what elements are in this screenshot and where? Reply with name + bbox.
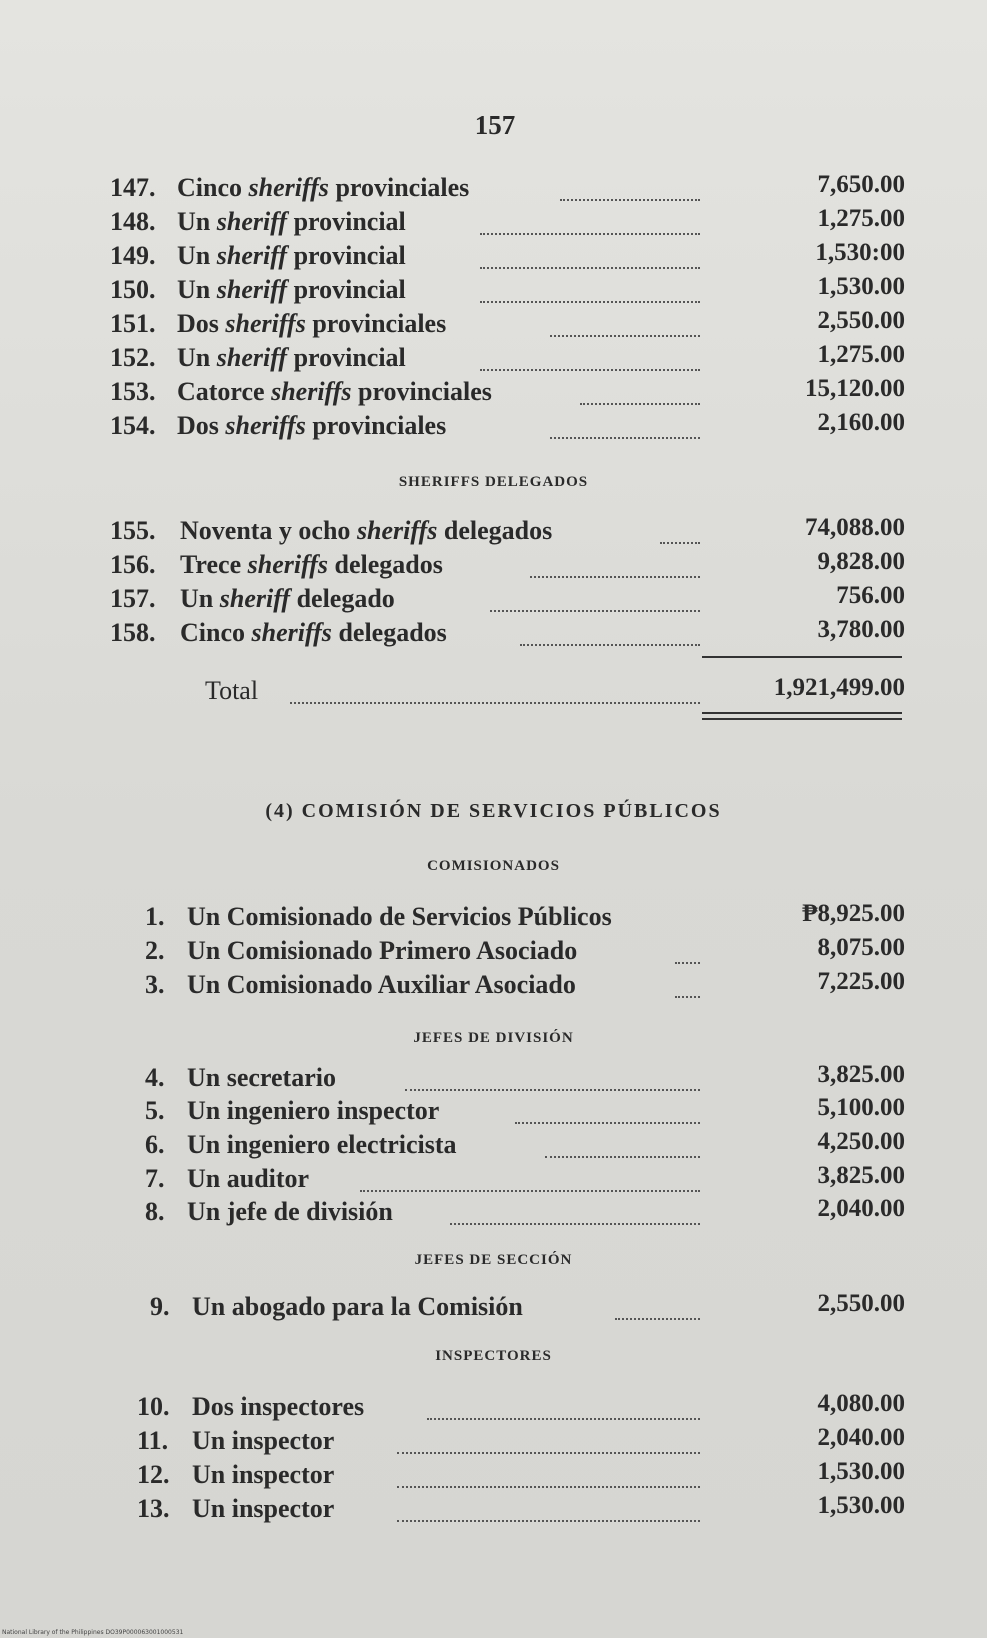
line-item (137, 1494, 905, 1528)
item-number: 10. (137, 1392, 170, 1421)
dot-leader (397, 1520, 700, 1522)
item-amount: 7,650.00 (817, 171, 905, 198)
item-description: Un inspector (192, 1494, 335, 1523)
item-amount: 2,550.00 (817, 307, 905, 334)
item-amount: ₱8,925.00 (802, 900, 905, 927)
item-number: 1. (145, 902, 165, 931)
item-amount: 1,530:00 (815, 239, 905, 266)
total-double-rule-top (702, 712, 902, 714)
item-number: 11. (137, 1426, 169, 1455)
item-description: Trece sheriffs delegados (180, 550, 443, 579)
total-double-rule-bottom (702, 718, 902, 720)
item-amount: 2,040.00 (817, 1424, 905, 1451)
line-item (110, 516, 905, 550)
dot-leader (660, 542, 700, 544)
item-number: 154. (110, 411, 156, 440)
line-item (110, 275, 905, 309)
line-item (110, 584, 905, 618)
dot-leader (675, 962, 700, 964)
item-description: Un auditor (187, 1164, 310, 1193)
item-number: 148. (110, 207, 156, 236)
item-amount: 1,530.00 (817, 1458, 905, 1485)
archive-footer: National Library of the Philippines DO39P000063001000531 (2, 1629, 184, 1636)
item-number: 2. (145, 936, 165, 965)
item-number: 158. (110, 618, 156, 647)
item-description: Un sheriff provincial (177, 275, 406, 304)
line-item (110, 309, 905, 343)
item-description: Dos sheriffs provinciales (177, 411, 447, 440)
heading-jefes-division: JEFES DE DIVISIÓN (413, 1030, 574, 1046)
line-item (150, 1292, 905, 1326)
item-description: Catorce sheriffs provinciales (177, 377, 492, 406)
item-number: 13. (137, 1494, 170, 1523)
item-description: Un abogado para la Comisión (192, 1292, 523, 1321)
item-number: 4. (145, 1063, 165, 1092)
item-description: Noventa y ocho sheriffs delegados (180, 516, 553, 545)
item-amount: 4,250.00 (817, 1128, 905, 1155)
item-amount: 3,825.00 (817, 1162, 905, 1189)
item-number: 5. (145, 1096, 165, 1125)
item-description: Dos sheriffs provinciales (177, 309, 447, 338)
item-description: Un jefe de división (187, 1197, 393, 1226)
line-item (137, 1460, 905, 1494)
item-amount: 2,550.00 (817, 1290, 905, 1317)
item-amount: 756.00 (836, 582, 905, 609)
item-description: Un ingeniero inspector (187, 1096, 440, 1125)
item-number: 9. (150, 1292, 170, 1321)
item-description: Cinco sheriffs provinciales (177, 173, 470, 202)
dot-leader (530, 576, 700, 578)
subtotal-rule (702, 656, 902, 658)
item-amount: 8,075.00 (817, 934, 905, 961)
item-number: 3. (145, 970, 165, 999)
item-amount: 5,100.00 (817, 1094, 905, 1121)
dot-leader (545, 1156, 700, 1158)
item-amount: 15,120.00 (805, 375, 905, 402)
line-item (110, 343, 905, 377)
item-amount: 74,088.00 (805, 514, 905, 541)
heading-inspectores: INSPECTORES (435, 1348, 552, 1364)
total-amount: 1,921,499.00 (773, 674, 905, 701)
line-item (145, 902, 905, 936)
line-item (145, 1096, 905, 1130)
item-description: Un Comisionado Auxiliar Asociado (187, 970, 576, 999)
dot-leader (480, 267, 700, 269)
item-number: 7. (145, 1164, 165, 1193)
item-description: Un sheriff provincial (177, 343, 406, 372)
line-item (145, 1197, 905, 1231)
item-number: 157. (110, 584, 156, 613)
item-number: 149. (110, 241, 156, 270)
line-item (145, 1164, 905, 1198)
item-amount: 3,780.00 (817, 616, 905, 643)
line-item (137, 1392, 905, 1426)
dot-leader (480, 301, 700, 303)
line-item (110, 207, 905, 241)
item-number: 152. (110, 343, 156, 372)
line-item (110, 618, 905, 652)
heading-comisionados: COMISIONADOS (427, 858, 560, 874)
item-number: 12. (137, 1460, 170, 1489)
item-amount: 1,275.00 (817, 205, 905, 232)
item-description: Un ingeniero electricista (187, 1130, 457, 1159)
item-amount: 9,828.00 (817, 548, 905, 575)
dot-leader (397, 1486, 700, 1488)
heading-sheriffs-delegados: SHERIFFS DELEGADOS (398, 474, 589, 490)
item-number: 6. (145, 1130, 165, 1159)
dot-leader (550, 335, 700, 337)
total-label: Total (205, 676, 259, 705)
line-item (110, 550, 905, 584)
item-description: Un sheriff delegado (180, 584, 395, 613)
item-number: 156. (110, 550, 156, 579)
item-description: Un secretario (187, 1063, 336, 1092)
item-description: Un inspector (192, 1460, 335, 1489)
item-description: Un Comisionado de Servicios Públicos (187, 902, 612, 931)
item-amount: 4,080.00 (817, 1390, 905, 1417)
line-item (145, 970, 905, 1004)
item-number: 8. (145, 1197, 165, 1226)
dot-leader (450, 1223, 700, 1225)
item-number: 147. (110, 173, 156, 202)
line-item (145, 1130, 905, 1164)
dot-leader (560, 199, 700, 201)
item-number: 153. (110, 377, 156, 406)
line-item (137, 1426, 905, 1460)
dot-leader (290, 702, 700, 704)
line-item (110, 411, 905, 445)
line-item (110, 173, 905, 207)
page-number: 157 (474, 110, 516, 140)
item-amount: 1,530.00 (817, 1492, 905, 1519)
item-description: Un Comisionado Primero Asociado (187, 936, 578, 965)
item-description: Un sheriff provincial (177, 241, 406, 270)
item-number: 155. (110, 516, 156, 545)
dot-leader (580, 403, 700, 405)
item-description: Dos inspectores (192, 1392, 365, 1421)
line-item (145, 1063, 905, 1097)
dot-leader (490, 610, 700, 612)
item-amount: 1,530.00 (817, 273, 905, 300)
section-title: (4) COMISIÓN DE SERVICIOS PÚBLICOS (265, 800, 722, 822)
dot-leader (520, 644, 700, 646)
item-description: Cinco sheriffs delegados (180, 618, 447, 647)
item-amount: 2,040.00 (817, 1195, 905, 1222)
item-amount: 1,275.00 (817, 341, 905, 368)
dot-leader (480, 369, 700, 371)
item-amount: 7,225.00 (817, 968, 905, 995)
item-number: 150. (110, 275, 156, 304)
dot-leader (675, 996, 700, 998)
dot-leader (550, 437, 700, 439)
line-item (110, 377, 905, 411)
line-item (145, 936, 905, 970)
line-item (110, 241, 905, 275)
dot-leader (615, 1318, 700, 1320)
item-description: Un inspector (192, 1426, 335, 1455)
item-amount: 2,160.00 (817, 409, 905, 436)
item-number: 151. (110, 309, 156, 338)
dot-leader (405, 1089, 700, 1091)
dot-leader (515, 1122, 700, 1124)
dot-leader (480, 233, 700, 235)
heading-jefes-seccion: JEFES DE SECCIÓN (414, 1252, 573, 1268)
item-amount: 3,825.00 (817, 1061, 905, 1088)
total-row (110, 676, 905, 710)
item-description: Un sheriff provincial (177, 207, 406, 236)
dot-leader (360, 1190, 700, 1192)
dot-leader (427, 1418, 700, 1420)
dot-leader (397, 1452, 700, 1454)
